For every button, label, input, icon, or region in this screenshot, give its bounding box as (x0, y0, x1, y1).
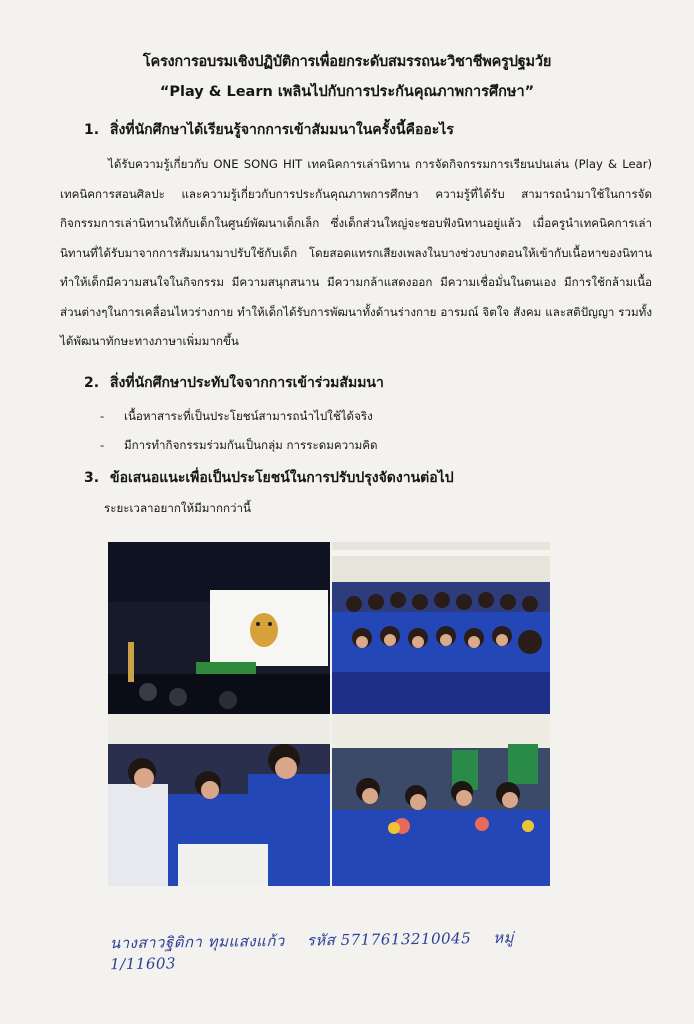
bullet-item (100, 408, 373, 426)
signature-line (110, 925, 581, 974)
bullet-text: เนื้อหาสาระที่เป็นประโยชน์สามารถนำไปใช้ได้จริง (124, 409, 373, 423)
section1-heading (84, 119, 454, 141)
bullet-text: มีการทำกิจกรรมร่วมกันเป็นกลุ่ม การระดมความคิด (124, 438, 378, 452)
bullet-item (100, 437, 378, 455)
section1-body: ได้รับความรู้เกี่ยวกับ ONE SONG HIT เทคนิคการเล่านิทาน การจัดกิจกรรมการเรียนปนเล่น (Play & Lear) เทคนิคการสอนศิลปะ และความรู้เกี่ยวกับการประกันคุณภาพการศึกษา ความรู้ที่ได้รับ สามารถนำมาใช้ในการจัดกิจกรรมการเล่านิทานให้กับเด็กในศูนย์พัฒนาเด็กเล็ก ซึ่งเด็กส่วนใหญ่จะชอบฟังนิทานอยู่แล้ว เมื่อครูนำเทคนิคการเล่านิทานที่ได้รับมาจากการสัมมนามาปรับใช้กับเด็ก โดยสอดแทรกเสียงเพลงในบางช่วงบางตอนให้เข้ากับเนื้อหาของนิทาน ทำให้เด็กมีความสนใจในกิจกรรม มีความสนุกสนาน มีความกล้าแสดงออก มีความเชื่อมั่นในตนเอง มีการใช้กล้ามเนื้อส่วนต่างๆในการเคลื่อนไหวร่างกาย ทำให้เด็กได้รับการพัฒนาทั้งด้านร่างกาย อารมณ์ จิตใจ สังคม และสติปัญญา รวมทั้งได้พัฒนาทักษะทางภาษาเพิ่มมากขึ้น (60, 157, 652, 348)
bullet-dash: - (100, 438, 105, 452)
group-photo-1 (332, 542, 550, 714)
group-photo-3 (332, 714, 550, 886)
group-photo-2 (108, 714, 330, 886)
document-subtitle: “Play & Learn เพลินไปกับการประกันคุณภาพการศึกษา” (159, 84, 535, 100)
section2-heading-text: สิ่งที่นักศึกษาประทับใจจากการเข้าร่วมสัมมนา (110, 375, 384, 391)
signature-name: นางสาวฐิติกา ทุมแสงแก้ว (109, 931, 285, 953)
section2-number: 2. (84, 375, 100, 391)
section1-number: 1. (84, 122, 100, 138)
section2-heading (84, 372, 384, 394)
section3-body: ระยะเวลาอยากให้มีมากกว่านี้ (104, 501, 251, 515)
section3-heading-text: ข้อเสนอแนะเพื่อเป็นประโยชน์ในการปรับปรุงจัดงานต่อไป (110, 470, 454, 486)
seminar-stage-photo (108, 542, 330, 714)
signature-group: หมู่ 1/11603 (110, 928, 515, 974)
section1-heading-text: สิ่งที่นักศึกษาได้เรียนรู้จากการเข้าสัมมนาในครั้งนี้คืออะไร (110, 122, 454, 138)
bullet-dash: - (100, 409, 105, 423)
signature-student-id: รหัส 5717613210045 (306, 929, 472, 950)
document-title: โครงการอบรมเชิงปฏิบัติการเพื่อยกระดับสมรรถนะวิชาชีพครูปฐมวัย (142, 54, 552, 70)
section3-heading (84, 467, 454, 489)
section3-number: 3. (84, 470, 100, 486)
